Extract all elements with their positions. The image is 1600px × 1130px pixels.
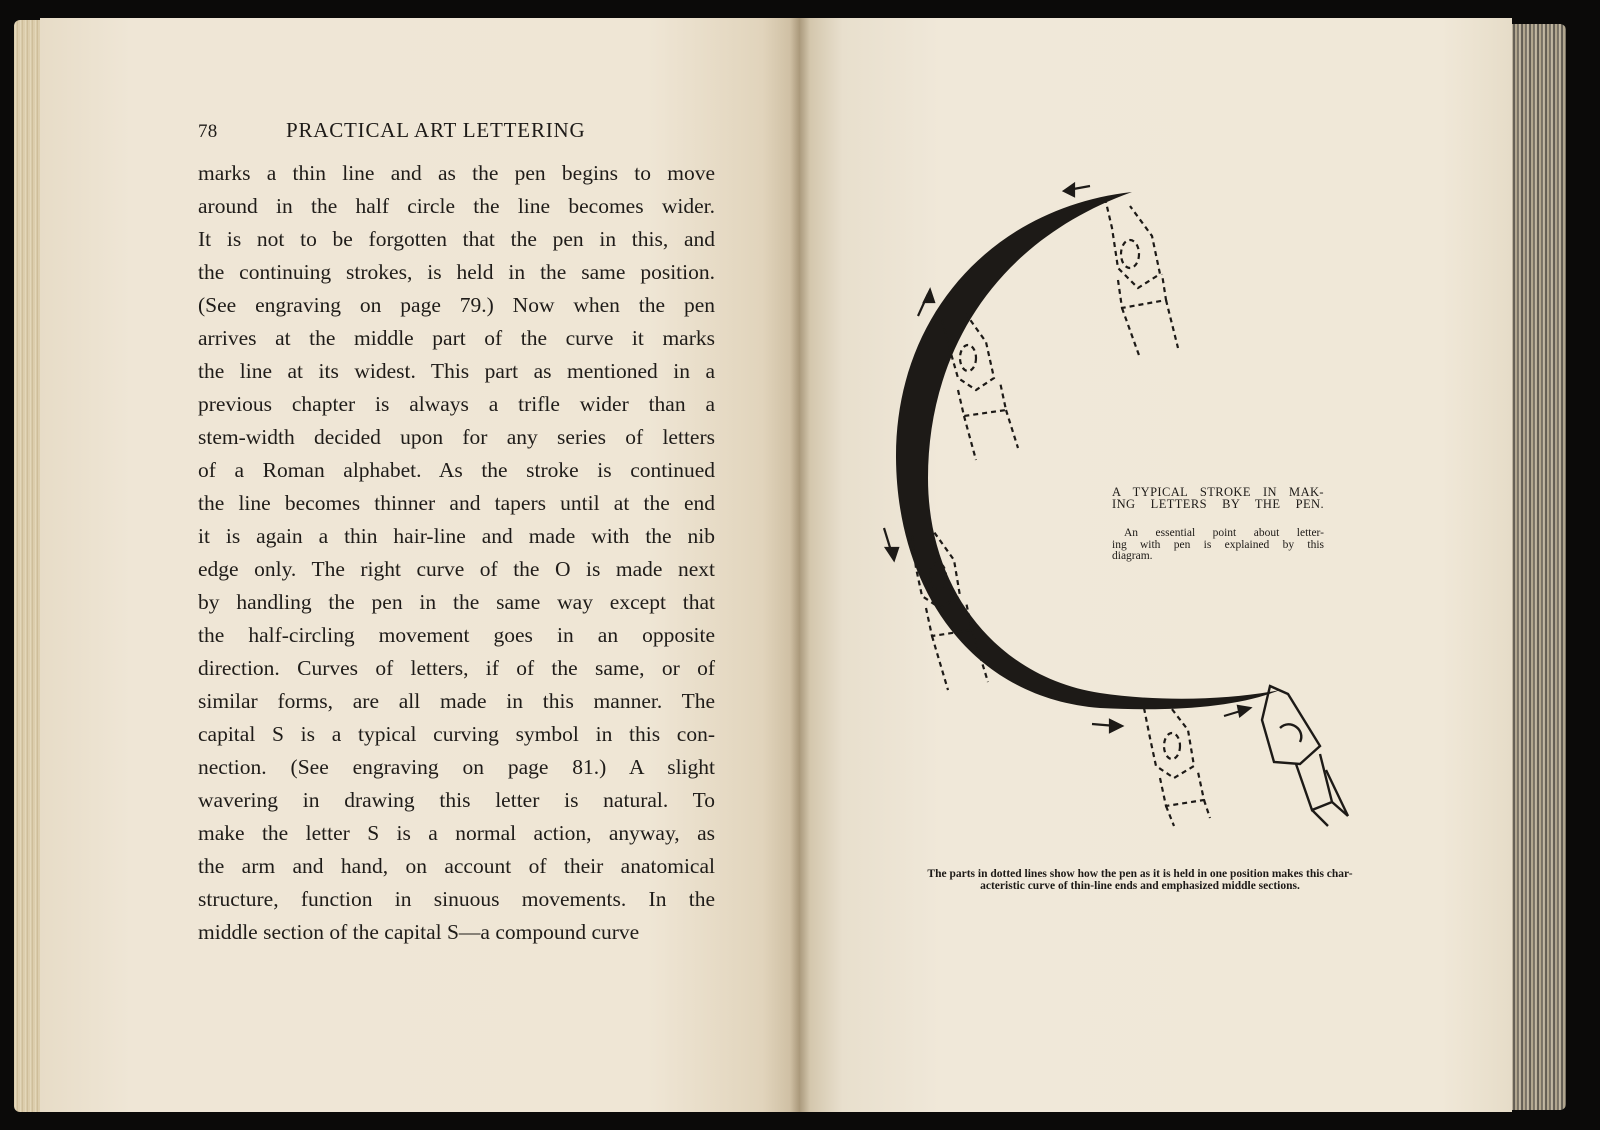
pen-stroke-diagram	[800, 18, 1512, 1112]
body-text-line: edge only. The right curve of the O is made next	[198, 557, 715, 581]
figure-description-line1: An essential point about letter-	[1124, 527, 1324, 539]
body-text-line: the line becomes thinner and tapers until at the end	[198, 491, 715, 515]
body-text-line: the continuing strokes, is held in the same position.	[198, 260, 715, 284]
arrow-top	[1064, 184, 1090, 196]
pen-nib-bottom	[1144, 704, 1210, 826]
page-number: 78	[198, 121, 218, 142]
arrow-bottom-right	[1224, 706, 1250, 716]
body-text	[198, 157, 715, 949]
body-text-line: the half-circling movement goes in an opposite	[198, 623, 715, 647]
body-text-line: It is not to be forgotten that the pen in this, and	[198, 227, 715, 251]
body-text-line: make the letter S is a normal action, anyway, as	[198, 821, 715, 845]
figure-caption-line2: acteristic curve of thin-line ends and emphasized middle sections.	[980, 880, 1300, 892]
body-text-line: the line at its widest. This part as mentioned in a	[198, 359, 715, 383]
pen-solid-bottom-right	[1262, 686, 1348, 826]
body-text-line: stem-width decided upon for any series of letters	[198, 425, 715, 449]
arrow-left	[884, 528, 898, 560]
body-text-line: middle section of the capital S—a compound curve	[198, 920, 640, 944]
figure-description	[1112, 528, 1324, 563]
figure-title-line2: ING LETTERS BY THE PEN.	[1112, 497, 1324, 511]
body-text-line: around in the half circle the line becomes wider.	[198, 194, 715, 218]
pen-nib-top	[1105, 198, 1178, 358]
figure-caption-line1: The parts in dotted lines show how the pen as it is held in one position makes this char-	[927, 868, 1353, 880]
body-text-line: direction. Curves of letters, if of the same, or of	[198, 656, 715, 680]
figure-title	[1112, 486, 1324, 510]
body-text-line: wavering in drawing this letter is natural. To	[198, 788, 715, 812]
figure-description-line2: ing with pen is explained by this	[1112, 538, 1324, 551]
body-text-line: of a Roman alphabet. As the stroke is continued	[198, 458, 715, 482]
figure-description-line3: diagram.	[1112, 550, 1153, 562]
body-text-line: the arm and hand, on account of their anatomical	[198, 854, 715, 878]
running-head-title: PRACTICAL ART LETTERING	[286, 118, 586, 142]
arrow-upper-left	[918, 290, 934, 316]
body-text-line: it is again a thin hair-line and made with the nib	[198, 524, 715, 548]
body-text-line: (See engraving on page 79.) Now when the pen	[198, 293, 715, 317]
body-text-line: previous chapter is always a trifle wider than a	[198, 392, 715, 416]
body-text-line: by handling the pen in the same way except that	[198, 590, 715, 614]
figure-caption	[880, 868, 1400, 892]
body-text-line: arrives at the middle part of the curve it marks	[198, 326, 715, 350]
body-text-line: marks a thin line and as the pen begins to move	[198, 161, 715, 185]
figure-title-line1: A TYPICAL STROKE IN MAK-	[1112, 485, 1324, 499]
body-text-line: structure, function in sinuous movements. In the	[198, 887, 715, 911]
direction-arrows	[884, 184, 1250, 732]
body-text-line: similar forms, are all made in this manner. The	[198, 689, 715, 713]
body-text-line: capital S is a typical curving symbol in this con-	[198, 722, 715, 746]
arrow-bottom	[1092, 720, 1122, 732]
body-text-line: nection. (See engraving on page 81.) A slight	[198, 755, 715, 779]
crescent-stroke	[896, 192, 1280, 709]
